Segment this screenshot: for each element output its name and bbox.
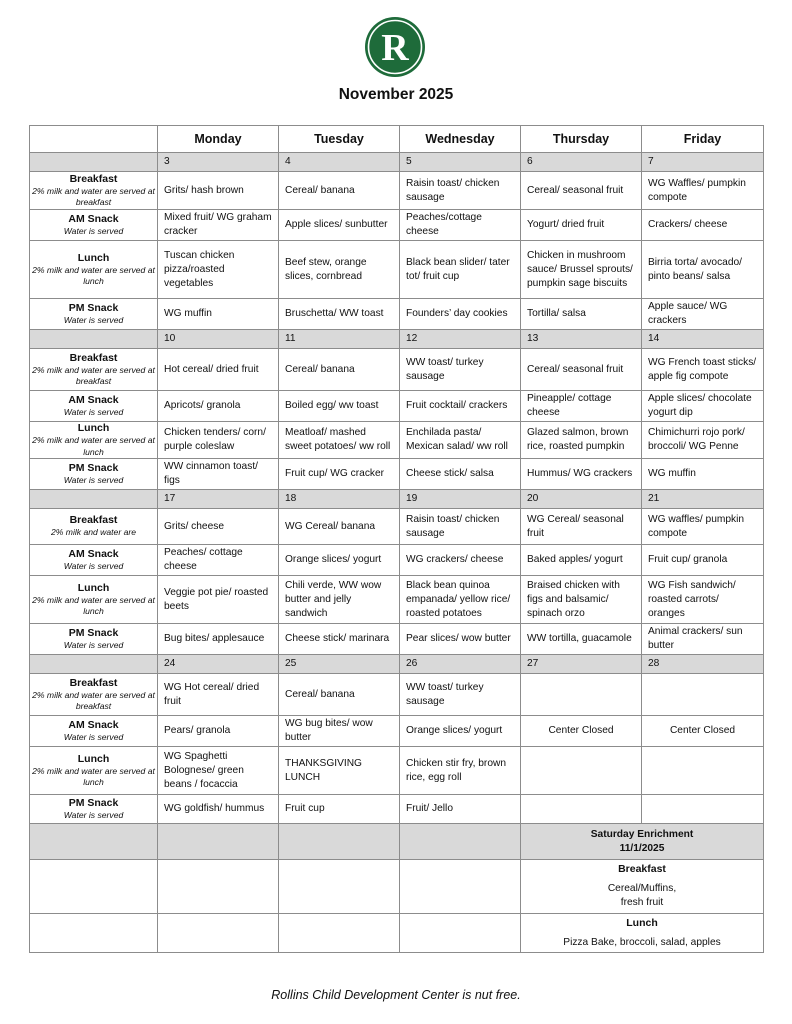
menu-item-cell: Center Closed <box>521 716 642 747</box>
nut-free-notice: Rollins Child Development Center is nut free. <box>271 988 521 1002</box>
menu-item-cell: WW toast/ turkey sausage <box>400 674 521 716</box>
date-cell: 10 <box>158 330 279 349</box>
menu-item-cell: Cereal/ seasonal fruit <box>521 349 642 391</box>
date-row-blank <box>30 153 158 172</box>
meal-row <box>30 299 764 330</box>
menu-item-cell: Apple slices/ sunbutter <box>279 210 400 241</box>
menu-item-cell: WG muffin <box>642 459 764 490</box>
menu-item-cell: WG Hot cereal/ dried fruit <box>158 674 279 716</box>
date-cell: 6 <box>521 153 642 172</box>
date-cell: 13 <box>521 330 642 349</box>
date-cell: 19 <box>400 490 521 509</box>
meal-note: 2% milk and water are served at lunch <box>32 765 155 787</box>
menu-item-cell: Fruit cup/ WG cracker <box>279 459 400 490</box>
menu-item-cell: Crackers/ cheese <box>642 210 764 241</box>
date-cell: 3 <box>158 153 279 172</box>
saturday-header-row <box>30 824 764 860</box>
meal-label-cell <box>30 459 158 490</box>
menu-item-cell: WG bug bites/ wow butter <box>279 716 400 747</box>
date-row-blank <box>30 655 158 674</box>
meal-name: PM Snack <box>68 301 119 314</box>
date-row <box>30 330 764 349</box>
meal-row <box>30 509 764 545</box>
menu-body <box>30 153 764 824</box>
meal-row <box>30 576 764 624</box>
saturday-breakfast-line1: Cereal/Muffins, <box>607 883 677 894</box>
menu-item-cell: Veggie pot pie/ roasted beets <box>158 576 279 624</box>
menu-item-cell: Raisin toast/ chicken sausage <box>400 172 521 210</box>
menu-item-cell: Chicken in mushroom sauce/ Brussel sprouts/ pumpkin sage biscuits <box>521 241 642 299</box>
blank-cell <box>279 914 400 953</box>
date-cell: 20 <box>521 490 642 509</box>
meal-label-cell <box>30 241 158 299</box>
meal-name: Breakfast <box>69 172 118 185</box>
meal-label-cell <box>30 299 158 330</box>
date-row-blank <box>30 490 158 509</box>
menu-item-cell: Pineapple/ cottage cheese <box>521 391 642 422</box>
date-row <box>30 655 764 674</box>
date-cell: 17 <box>158 490 279 509</box>
menu-item-cell: WG Cereal/ banana <box>279 509 400 545</box>
meal-note: Water is served <box>63 560 124 571</box>
meal-row <box>30 716 764 747</box>
menu-item-cell: Grits/ cheese <box>158 509 279 545</box>
meal-name: Breakfast <box>69 676 118 689</box>
blank-cell <box>279 860 400 914</box>
menu-item-cell: WG goldfish/ hummus <box>158 795 279 824</box>
date-cell: 25 <box>279 655 400 674</box>
menu-item-cell <box>642 795 764 824</box>
day-header-row <box>30 126 764 153</box>
menu-item-cell: Baked apples/ yogurt <box>521 545 642 576</box>
meal-note: 2% milk and water are served at breakfast <box>32 185 155 207</box>
menu-item-cell: Orange slices/ yogurt <box>279 545 400 576</box>
menu-item-cell: Raisin toast/ chicken sausage <box>400 509 521 545</box>
blank-cell <box>279 824 400 860</box>
meal-name: AM Snack <box>68 718 119 731</box>
menu-item-cell: Chicken tenders/ corn/ purple coleslaw <box>158 422 279 459</box>
menu-item-cell: WG Cereal/ seasonal fruit <box>521 509 642 545</box>
meal-label-cell <box>30 509 158 545</box>
menu-item-cell: Hummus/ WG crackers <box>521 459 642 490</box>
menu-table <box>29 125 764 953</box>
page-title: November 2025 <box>338 86 454 103</box>
meal-name: AM Snack <box>68 393 119 406</box>
day-header: Thursday <box>521 126 642 153</box>
menu-item-cell: Cereal/ banana <box>279 349 400 391</box>
meal-name: Lunch <box>77 752 110 765</box>
menu-item-cell: Fruit cup <box>279 795 400 824</box>
meal-row <box>30 241 764 299</box>
meal-note: 2% milk and water are served at lunch <box>32 435 155 457</box>
menu-item-cell: Apple sauce/ WG crackers <box>642 299 764 330</box>
menu-item-cell: Black bean slider/ tater tot/ fruit cup <box>400 241 521 299</box>
corner-cell <box>30 126 158 153</box>
saturday-date: 11/1/2025 <box>619 842 665 854</box>
date-cell: 14 <box>642 330 764 349</box>
saturday-breakfast-line2: fresh fruit <box>620 897 664 908</box>
meal-name: Breakfast <box>69 351 118 364</box>
saturday-title: Saturday Enrichment <box>590 828 694 840</box>
menu-item-cell: WW cinnamon toast/ figs <box>158 459 279 490</box>
meal-label-cell <box>30 422 158 459</box>
meal-note: 2% milk and water are served at breakfast <box>32 689 155 711</box>
menu-item-cell <box>642 674 764 716</box>
menu-item-cell: Grits/ hash brown <box>158 172 279 210</box>
menu-item-cell: WG Fish sandwich/ roasted carrots/ oranges <box>642 576 764 624</box>
meal-label-cell <box>30 391 158 422</box>
meal-note: 2% milk and water are <box>50 527 137 538</box>
meal-name: AM Snack <box>68 212 119 225</box>
menu-item-cell: Mixed fruit/ WG graham cracker <box>158 210 279 241</box>
menu-item-cell: Fruit/ Jello <box>400 795 521 824</box>
menu-item-cell: Tortilla/ salsa <box>521 299 642 330</box>
date-cell: 27 <box>521 655 642 674</box>
meal-note: Water is served <box>63 474 124 485</box>
menu-item-cell: WW tortilla, guacamole <box>521 624 642 655</box>
date-cell: 4 <box>279 153 400 172</box>
menu-item-cell: Pears/ granola <box>158 716 279 747</box>
menu-item-cell: Founders’ day cookies <box>400 299 521 330</box>
menu-item-cell: Chicken stir fry, brown rice, egg roll <box>400 747 521 795</box>
menu-item-cell <box>521 747 642 795</box>
meal-name: Lunch <box>77 581 110 594</box>
meal-label-cell <box>30 716 158 747</box>
meal-row <box>30 674 764 716</box>
menu-item-cell: Meatloaf/ mashed sweet potatoes/ ww roll <box>279 422 400 459</box>
meal-row <box>30 391 764 422</box>
menu-item-cell: Chili verde, WW wow butter and jelly sandwich <box>279 576 400 624</box>
meal-name: PM Snack <box>68 626 119 639</box>
blank-cell <box>30 824 158 860</box>
menu-item-cell: THANKSGIVING LUNCH <box>279 747 400 795</box>
saturday-enrichment-header <box>521 824 764 860</box>
date-row <box>30 153 764 172</box>
saturday-lunch-row <box>30 914 764 953</box>
meal-name: Lunch <box>77 251 110 264</box>
meal-note: Water is served <box>63 639 124 650</box>
saturday-section <box>30 824 764 953</box>
meal-label-cell <box>30 172 158 210</box>
meal-note: 2% milk and water are served at lunch <box>32 594 155 616</box>
meal-label-cell <box>30 210 158 241</box>
menu-item-cell: Tuscan chicken pizza/roasted vegetables <box>158 241 279 299</box>
blank-cell <box>158 860 279 914</box>
rollins-logo-icon <box>364 16 426 78</box>
date-row-blank <box>30 330 158 349</box>
blank-cell <box>158 824 279 860</box>
meal-note: Water is served <box>63 314 124 325</box>
date-cell: 12 <box>400 330 521 349</box>
meal-note: 2% milk and water are served at breakfast <box>32 364 155 386</box>
blank-cell <box>400 860 521 914</box>
menu-item-cell: Boiled egg/ ww toast <box>279 391 400 422</box>
menu-item-cell: WG French toast sticks/ apple fig compote <box>642 349 764 391</box>
menu-item-cell: WG muffin <box>158 299 279 330</box>
meal-row <box>30 210 764 241</box>
blank-cell <box>158 914 279 953</box>
menu-item-cell: Center Closed <box>642 716 764 747</box>
meal-name: PM Snack <box>68 796 119 809</box>
blank-cell <box>400 824 521 860</box>
menu-item-cell: WG waffles/ pumpkin compote <box>642 509 764 545</box>
date-cell: 11 <box>279 330 400 349</box>
menu-item-cell: Bug bites/ applesauce <box>158 624 279 655</box>
meal-label-cell <box>30 795 158 824</box>
menu-item-cell: Peaches/cottage cheese <box>400 210 521 241</box>
menu-item-cell <box>521 795 642 824</box>
menu-item-cell: Cheese stick/ salsa <box>400 459 521 490</box>
menu-item-cell: Enchilada pasta/ Mexican salad/ ww roll <box>400 422 521 459</box>
date-cell: 24 <box>158 655 279 674</box>
meal-name: Lunch <box>77 422 110 434</box>
saturday-breakfast-row <box>30 860 764 914</box>
menu-item-cell: Fruit cocktail/ crackers <box>400 391 521 422</box>
menu-item-cell: WG crackers/ cheese <box>400 545 521 576</box>
meal-note: Water is served <box>63 731 124 742</box>
date-row <box>30 490 764 509</box>
menu-item-cell: Cereal/ banana <box>279 172 400 210</box>
meal-label-cell <box>30 349 158 391</box>
menu-item-cell: Braised chicken with figs and balsamic/ spinach orzo <box>521 576 642 624</box>
meal-note: Water is served <box>63 406 124 417</box>
meal-row <box>30 172 764 210</box>
blank-cell <box>30 914 158 953</box>
logo-letter: R <box>381 27 409 69</box>
date-cell: 28 <box>642 655 764 674</box>
date-cell: 21 <box>642 490 764 509</box>
menu-item-cell <box>521 674 642 716</box>
menu-item-cell: Peaches/ cottage cheese <box>158 545 279 576</box>
meal-name: AM Snack <box>68 547 119 560</box>
menu-item-cell: WG Waffles/ pumpkin compote <box>642 172 764 210</box>
meal-row <box>30 795 764 824</box>
menu-item-cell: WW toast/ turkey sausage <box>400 349 521 391</box>
saturday-breakfast-cell <box>521 860 764 914</box>
menu-item-cell: Yogurt/ dried fruit <box>521 210 642 241</box>
blank-cell <box>400 914 521 953</box>
date-cell: 5 <box>400 153 521 172</box>
menu-item-cell: Cheese stick/ marinara <box>279 624 400 655</box>
menu-item-cell: Cereal/ seasonal fruit <box>521 172 642 210</box>
meal-label-cell <box>30 747 158 795</box>
day-header: Tuesday <box>279 126 400 153</box>
day-header: Wednesday <box>400 126 521 153</box>
menu-item-cell: Pear slices/ wow butter <box>400 624 521 655</box>
menu-item-cell: Animal crackers/ sun butter <box>642 624 764 655</box>
day-header: Friday <box>642 126 764 153</box>
meal-name: Breakfast <box>69 514 118 527</box>
menu-item-cell: WG Spaghetti Bolognese/ green beans / focaccia <box>158 747 279 795</box>
meal-note: Water is served <box>63 809 124 820</box>
meal-note: Water is served <box>63 225 124 236</box>
saturday-lunch-text: Pizza Bake, broccoli, salad, apples <box>563 937 721 948</box>
date-cell: 26 <box>400 655 521 674</box>
saturday-breakfast-label: Breakfast <box>618 863 666 875</box>
menu-item-cell <box>642 747 764 795</box>
menu-item-cell: Apricots/ granola <box>158 391 279 422</box>
meal-row <box>30 459 764 490</box>
menu-item-cell: Glazed salmon, brown rice, roasted pumpkin <box>521 422 642 459</box>
meal-row <box>30 349 764 391</box>
menu-item-cell: Birria torta/ avocado/ pinto beans/ salsa <box>642 241 764 299</box>
menu-item-cell: Orange slices/ yogurt <box>400 716 521 747</box>
meal-label-cell <box>30 624 158 655</box>
menu-item-cell: Hot cereal/ dried fruit <box>158 349 279 391</box>
saturday-lunch-label: Lunch <box>626 917 658 929</box>
menu-item-cell: Apple slices/ chocolate yogurt dip <box>642 391 764 422</box>
meal-label-cell <box>30 674 158 716</box>
meal-row <box>30 545 764 576</box>
meal-row <box>30 747 764 795</box>
menu-item-cell: Bruschetta/ WW toast <box>279 299 400 330</box>
saturday-lunch-cell <box>521 914 764 953</box>
meal-label-cell <box>30 576 158 624</box>
menu-item-cell: Beef stew, orange slices, cornbread <box>279 241 400 299</box>
menu-item-cell: Fruit cup/ granola <box>642 545 764 576</box>
meal-note: 2% milk and water are served at lunch <box>32 264 155 286</box>
day-header: Monday <box>158 126 279 153</box>
meal-row <box>30 422 764 459</box>
menu-item-cell: Chimichurri rojo pork/ broccoli/ WG Penne <box>642 422 764 459</box>
menu-item-cell: Black bean quinoa empanada/ yellow rice/ roasted potatoes <box>400 576 521 624</box>
date-cell: 7 <box>642 153 764 172</box>
menu-item-cell: Cereal/ banana <box>279 674 400 716</box>
blank-cell <box>30 860 158 914</box>
meal-name: PM Snack <box>68 461 119 474</box>
meal-row <box>30 624 764 655</box>
date-cell: 18 <box>279 490 400 509</box>
meal-label-cell <box>30 545 158 576</box>
